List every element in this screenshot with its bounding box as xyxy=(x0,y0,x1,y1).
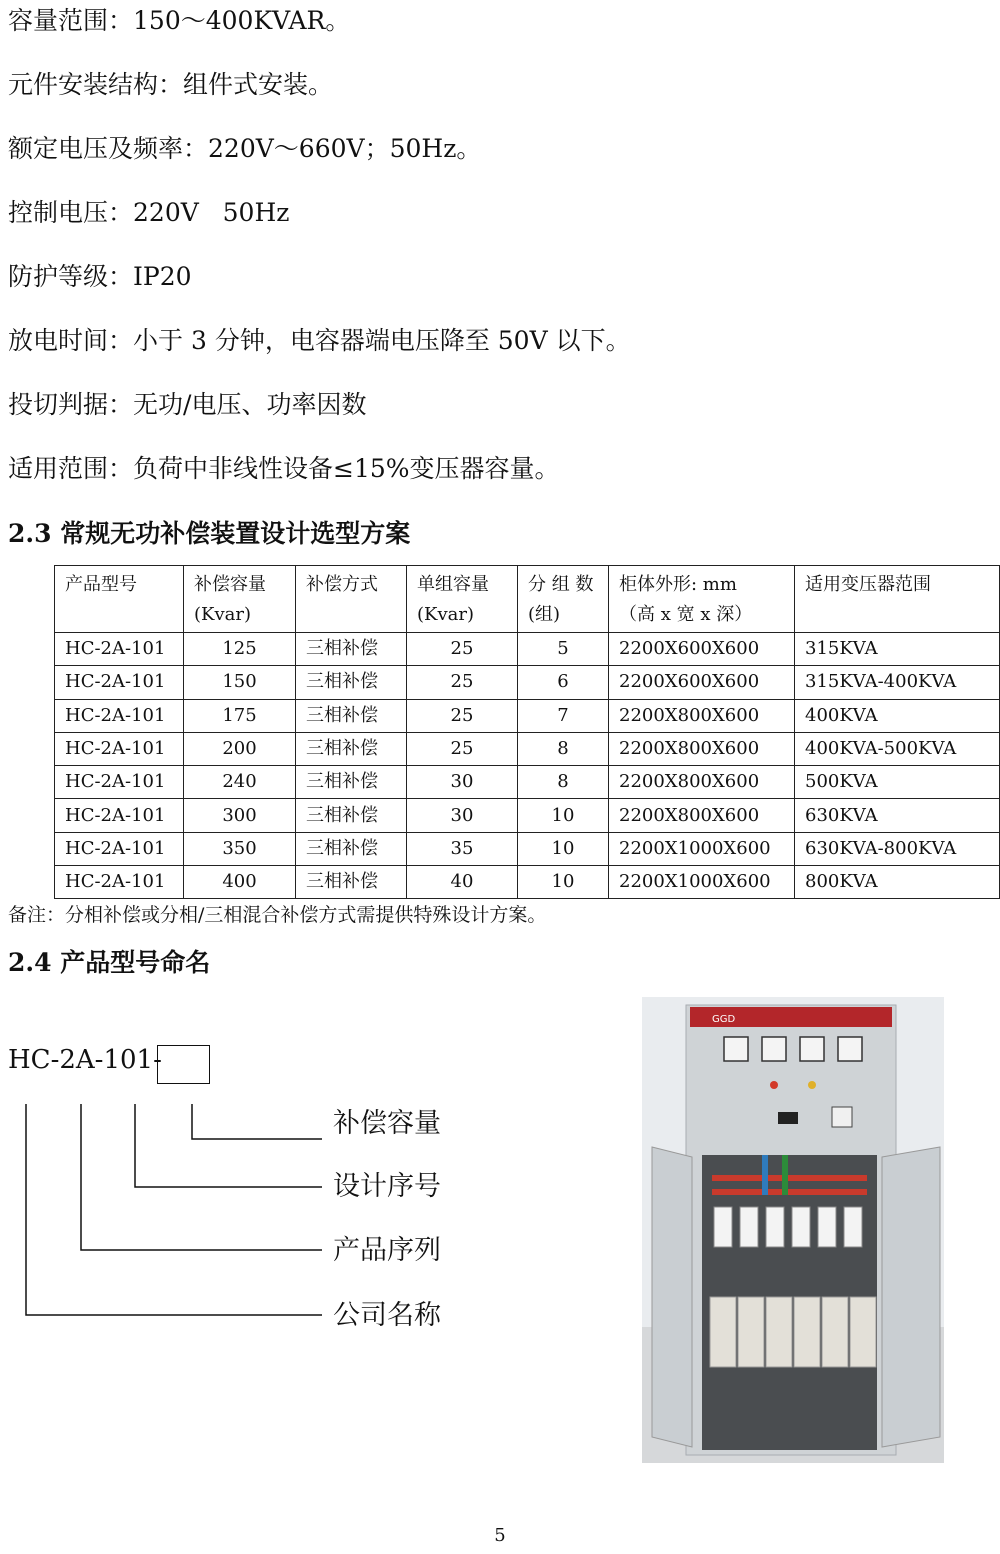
label-company-name: 公司名称 xyxy=(333,1300,441,1331)
table-note: 备注：分相补偿或分相/三相混合补偿方式需提供特殊设计方案。 xyxy=(8,904,547,926)
table-cell: HC-2A-101 xyxy=(55,633,184,666)
header-cabinet-size: 柜体外形: mm （高 x 宽 x 深） xyxy=(609,566,795,633)
table-cell: 175 xyxy=(184,699,296,732)
spec-protection-class: 防护等级：IP20 xyxy=(8,262,192,291)
header-group-count: 分 组 数 (组) xyxy=(518,566,609,633)
label-compensation-capacity: 补偿容量 xyxy=(333,1108,441,1139)
table-cell: 25 xyxy=(407,699,518,732)
table-cell: HC-2A-101 xyxy=(55,732,184,765)
table-cell: 2200X600X600 xyxy=(609,666,795,699)
naming-diagram xyxy=(0,1090,340,1350)
section-2-4-title: 2.4 产品型号命名 xyxy=(8,948,211,977)
table-cell: 300 xyxy=(184,799,296,832)
spec-application-range: 适用范围：负荷中非线性设备≤15%变压器容量。 xyxy=(8,454,560,483)
table-row xyxy=(55,732,1000,765)
table-cell: 25 xyxy=(407,732,518,765)
table-cell: 5 xyxy=(518,633,609,666)
section-2-3-title: 2.3 常规无功补偿装置设计选型方案 xyxy=(8,519,411,548)
table-cell: 三相补偿 xyxy=(296,799,407,832)
table-cell: 150 xyxy=(184,666,296,699)
table-cell: 500KVA xyxy=(795,766,1000,799)
table-cell: 315KVA-400KVA xyxy=(795,666,1000,699)
page-number: 5 xyxy=(494,1525,506,1546)
label-product-series: 产品序列 xyxy=(333,1235,441,1266)
spec-control-voltage: 控制电压：220V 50Hz xyxy=(8,198,290,227)
table-cell: 10 xyxy=(518,866,609,899)
table-cell: 10 xyxy=(518,799,609,832)
table-cell: 630KVA xyxy=(795,799,1000,832)
spec-discharge-time: 放电时间：小于 3 分钟，电容器端电压降至 50V 以下。 xyxy=(8,326,631,355)
table-cell: 三相补偿 xyxy=(296,832,407,865)
table-header-row xyxy=(55,566,1000,633)
table-cell: HC-2A-101 xyxy=(55,766,184,799)
table-cell: 三相补偿 xyxy=(296,699,407,732)
table-cell: HC-2A-101 xyxy=(55,866,184,899)
table-cell: 315KVA xyxy=(795,633,1000,666)
cabinet-badge: GGD xyxy=(712,1014,736,1025)
bracket-line-series xyxy=(81,1104,322,1250)
table-cell: 2200X800X600 xyxy=(609,699,795,732)
bracket-line-design xyxy=(135,1104,322,1187)
spec-switching-criteria: 投切判据：无功/电压、功率因数 xyxy=(8,390,367,419)
spec-capacity-range: 容量范围：150～400KVAR。 xyxy=(8,6,351,35)
header-method: 补偿方式 xyxy=(296,566,407,633)
table-cell: 400KVA xyxy=(795,699,1000,732)
table-cell: 2200X800X600 xyxy=(609,732,795,765)
table-cell: HC-2A-101 xyxy=(55,699,184,732)
table-cell: 2200X600X600 xyxy=(609,633,795,666)
table-row xyxy=(55,832,1000,865)
table-cell: HC-2A-101 xyxy=(55,666,184,699)
header-capacity: 补偿容量 (Kvar) xyxy=(184,566,296,633)
header-group-capacity: 单组容量 (Kvar) xyxy=(407,566,518,633)
table-cell: 8 xyxy=(518,766,609,799)
table-cell: HC-2A-101 xyxy=(55,799,184,832)
table-cell: HC-2A-101 xyxy=(55,832,184,865)
table-cell: 6 xyxy=(518,666,609,699)
table-row xyxy=(55,799,1000,832)
table-cell: 25 xyxy=(407,666,518,699)
table-cell: 200 xyxy=(184,732,296,765)
bracket-line-company xyxy=(26,1104,322,1315)
table-cell: 40 xyxy=(407,866,518,899)
table-cell: 2200X800X600 xyxy=(609,766,795,799)
label-design-serial: 设计序号 xyxy=(333,1171,441,1202)
spec-rated-voltage: 额定电压及频率：220V～660V；50Hz。 xyxy=(8,134,482,163)
table-cell: 800KVA xyxy=(795,866,1000,899)
table-cell: 2200X1000X600 xyxy=(609,866,795,899)
bracket-line-capacity xyxy=(192,1104,322,1139)
table-cell: 400 xyxy=(184,866,296,899)
table-cell: 25 xyxy=(407,633,518,666)
selection-table xyxy=(54,565,1000,899)
table-cell: 2200X800X600 xyxy=(609,799,795,832)
table-cell: 350 xyxy=(184,832,296,865)
table-cell: 2200X1000X600 xyxy=(609,832,795,865)
model-code: HC-2A-101- xyxy=(8,1045,162,1075)
table-cell: 10 xyxy=(518,832,609,865)
table-cell: 30 xyxy=(407,766,518,799)
table-cell: 三相补偿 xyxy=(296,666,407,699)
cabinet-photo xyxy=(642,997,944,1463)
table-cell: 三相补偿 xyxy=(296,766,407,799)
table-cell: 三相补偿 xyxy=(296,633,407,666)
table-cell: 240 xyxy=(184,766,296,799)
table-cell: 630KVA-800KVA xyxy=(795,832,1000,865)
model-capacity-box xyxy=(157,1045,210,1084)
table-row xyxy=(55,666,1000,699)
table-cell: 7 xyxy=(518,699,609,732)
header-model: 产品型号 xyxy=(55,566,184,633)
table-cell: 三相补偿 xyxy=(296,866,407,899)
table-cell: 35 xyxy=(407,832,518,865)
table-cell: 30 xyxy=(407,799,518,832)
table-cell: 400KVA-500KVA xyxy=(795,732,1000,765)
table-cell: 125 xyxy=(184,633,296,666)
table-row xyxy=(55,699,1000,732)
table-row xyxy=(55,766,1000,799)
spec-install-structure: 元件安装结构：组件式安装。 xyxy=(8,70,334,99)
table-row xyxy=(55,866,1000,899)
table-row xyxy=(55,633,1000,666)
table-cell: 三相补偿 xyxy=(296,732,407,765)
header-transformer-range: 适用变压器范围 xyxy=(795,566,1000,633)
table-cell: 8 xyxy=(518,732,609,765)
